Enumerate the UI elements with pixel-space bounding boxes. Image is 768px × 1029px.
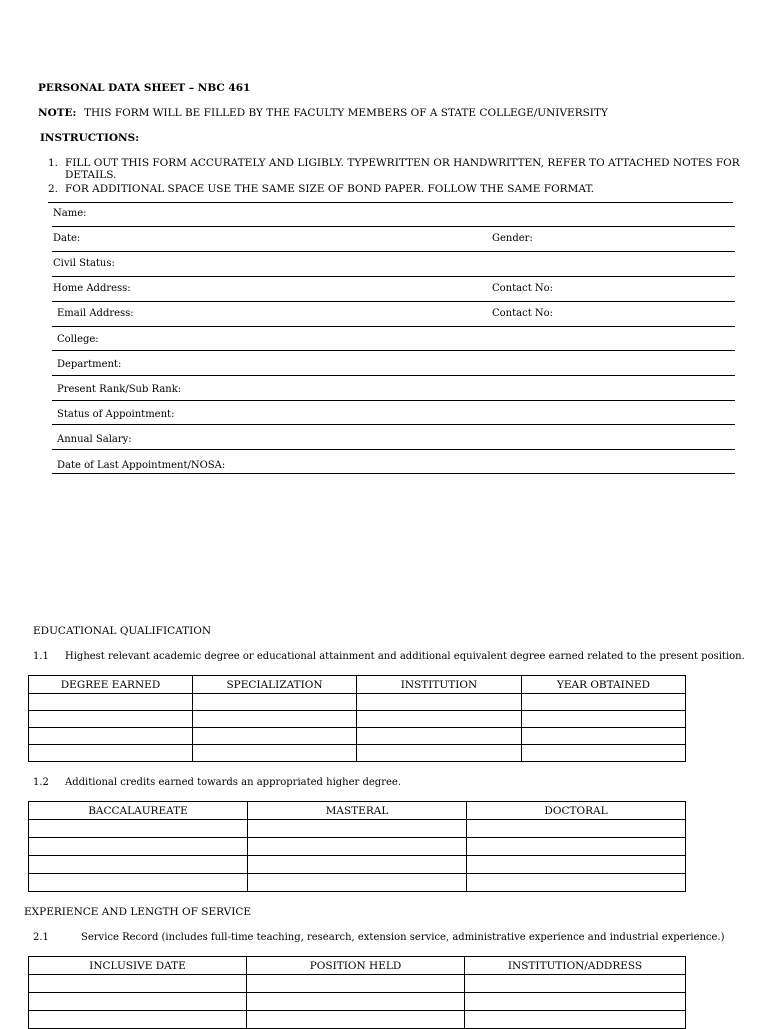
field-divider (52, 424, 735, 425)
table-cell[interactable] (29, 694, 193, 711)
table-row (29, 694, 686, 711)
table-cell[interactable] (248, 856, 467, 874)
experience-section-1-text: Service Record (includes full-time teaching, research, extension service, administrative experience and industrial experience.) (81, 932, 725, 943)
table-cell[interactable] (247, 993, 465, 1011)
table-cell[interactable] (29, 838, 248, 856)
degree-table (28, 675, 686, 762)
field-divider (52, 226, 735, 227)
table-cell[interactable] (467, 820, 686, 838)
baccalaureate-header: BACCALAUREATE (29, 802, 248, 820)
experience-section-1-number: 2.1 (33, 932, 49, 943)
date-label: Date: (53, 233, 81, 244)
note-text: THIS FORM WILL BE FILLED BY THE FACULTY MEMBERS OF A STATE COLLEGE/UNIVERSITY (84, 107, 608, 119)
experience-heading: EXPERIENCE AND LENGTH OF SERVICE (24, 906, 252, 918)
inclusive-date-header: INCLUSIVE DATE (29, 957, 247, 975)
table-cell[interactable] (193, 711, 357, 728)
table-row (29, 874, 686, 892)
table-row (29, 711, 686, 728)
table-row (29, 993, 686, 1011)
field-divider (48, 202, 733, 203)
field-divider (52, 375, 735, 376)
field-divider (52, 251, 735, 252)
table-cell[interactable] (29, 820, 248, 838)
field-divider (52, 326, 735, 327)
education-section-2-number: 1.2 (33, 777, 49, 788)
table-row (29, 975, 686, 993)
credits-table (28, 801, 686, 892)
form-title: PERSONAL DATA SHEET – NBC 461 (38, 82, 251, 94)
table-cell[interactable] (193, 728, 357, 745)
instruction-2-number: 2. (48, 183, 59, 195)
last-appointment-label: Date of Last Appointment/NOSA: (57, 460, 226, 471)
table-cell[interactable] (522, 711, 686, 728)
field-divider (52, 301, 735, 302)
table-cell[interactable] (248, 838, 467, 856)
table-cell[interactable] (29, 856, 248, 874)
instruction-1-text: FILL OUT THIS FORM ACCURATELY AND LIGIBLY. TYPEWRITTEN OR HANDWRITTEN, REFER TO ATTACHED NOTES FOR (65, 157, 740, 169)
contact-no-label-2: Contact No: (492, 308, 554, 319)
instruction-2-text: FOR ADDITIONAL SPACE USE THE SAME SIZE OF BOND PAPER. FOLLOW THE SAME FORMAT. (65, 183, 595, 195)
table-cell[interactable] (29, 728, 193, 745)
appointment-status-label: Status of Appointment: (57, 409, 175, 420)
field-divider (52, 449, 735, 450)
table-row (29, 1011, 686, 1029)
table-cell[interactable] (29, 975, 247, 993)
table-row (29, 856, 686, 874)
salary-label: Annual Salary: (57, 434, 132, 445)
field-divider (52, 400, 735, 401)
gender-label: Gender: (492, 233, 533, 244)
table-cell[interactable] (357, 728, 522, 745)
table-row (29, 745, 686, 762)
table-cell[interactable] (357, 694, 522, 711)
table-cell[interactable] (247, 1011, 465, 1029)
table-cell[interactable] (522, 728, 686, 745)
note-label: NOTE: (38, 107, 77, 119)
civil-status-label: Civil Status: (53, 258, 115, 269)
table-cell[interactable] (247, 975, 465, 993)
instruction-1-number: 1. (48, 157, 59, 169)
table-cell[interactable] (29, 993, 247, 1011)
table-row (29, 820, 686, 838)
table-cell[interactable] (467, 838, 686, 856)
education-section-1-text: Highest relevant academic degree or educational attainment and additional equivalent degree earned related to the present position. (65, 651, 745, 662)
instructions-label: INSTRUCTIONS: (40, 132, 140, 144)
table-cell[interactable] (29, 874, 248, 892)
field-divider (52, 473, 735, 474)
department-label: Department: (57, 359, 122, 370)
education-section-1-number: 1.1 (33, 651, 49, 662)
table-cell[interactable] (193, 745, 357, 762)
table-cell[interactable] (248, 874, 467, 892)
doctoral-header: DOCTORAL (467, 802, 686, 820)
table-cell[interactable] (467, 856, 686, 874)
table-cell[interactable] (29, 745, 193, 762)
table-cell[interactable] (248, 820, 467, 838)
specialization-header: SPECIALIZATION (193, 676, 357, 694)
table-row (29, 728, 686, 745)
education-heading: EDUCATIONAL QUALIFICATION (33, 625, 212, 637)
masteral-header: MASTERAL (248, 802, 467, 820)
institution-address-header: INSTITUTION/ADDRESS (465, 957, 686, 975)
contact-no-label: Contact No: (492, 283, 554, 294)
degree-earned-header: DEGREE EARNED (29, 676, 193, 694)
rank-label: Present Rank/Sub Rank: (57, 384, 182, 395)
field-divider (52, 276, 735, 277)
table-row (29, 838, 686, 856)
home-address-label: Home Address: (53, 283, 131, 294)
table-cell[interactable] (465, 1011, 686, 1029)
name-label: Name: (53, 208, 87, 219)
education-section-2-text: Additional credits earned towards an appropriated higher degree. (65, 777, 401, 788)
table-cell[interactable] (29, 711, 193, 728)
table-cell[interactable] (522, 745, 686, 762)
field-divider (52, 350, 735, 351)
instruction-1-continuation: DETAILS. (65, 169, 117, 181)
table-cell[interactable] (465, 975, 686, 993)
table-cell[interactable] (193, 694, 357, 711)
table-cell[interactable] (465, 993, 686, 1011)
table-cell[interactable] (29, 1011, 247, 1029)
position-held-header: POSITION HELD (247, 957, 465, 975)
table-cell[interactable] (522, 694, 686, 711)
college-label: College: (57, 334, 99, 345)
institution-header: INSTITUTION (357, 676, 522, 694)
table-cell[interactable] (357, 711, 522, 728)
table-cell[interactable] (467, 874, 686, 892)
table-cell[interactable] (357, 745, 522, 762)
year-obtained-header: YEAR OBTAINED (522, 676, 686, 694)
email-address-label: Email Address: (57, 308, 134, 319)
service-record-table (28, 956, 686, 1029)
